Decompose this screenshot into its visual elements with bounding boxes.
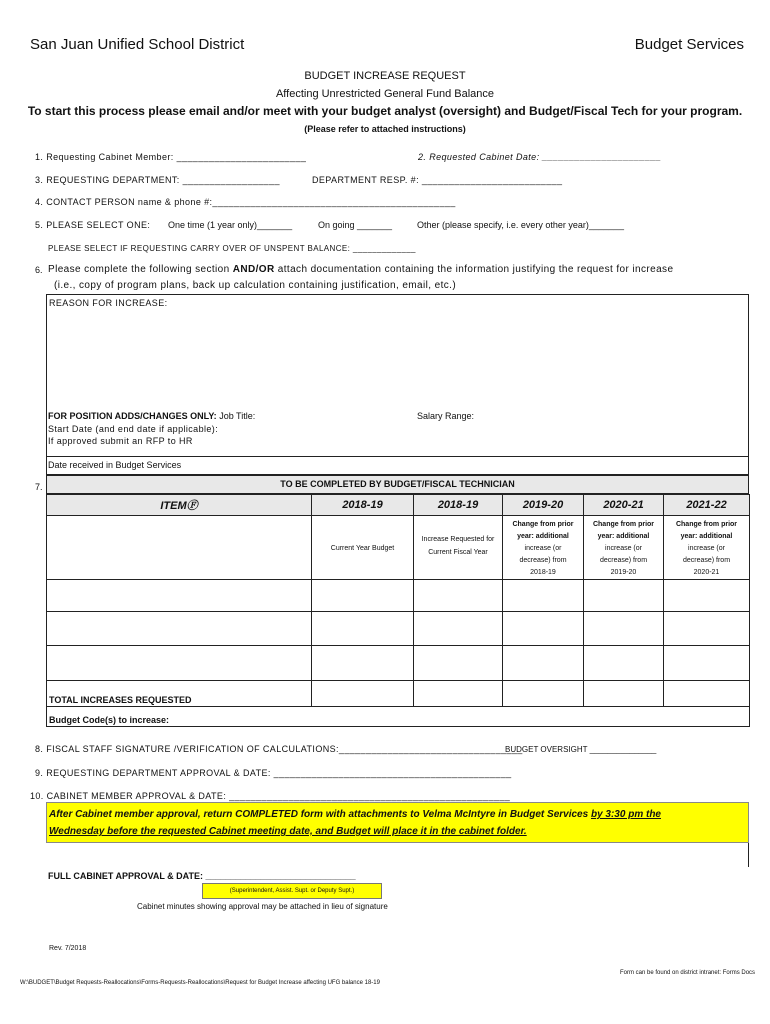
- sub-change-3: Change from prior year: additional increase (or decrease) from 2020-21: [664, 516, 750, 580]
- field-carryover[interactable]: PLEASE SELECT IF REQUESTING CARRY OVER OF UNSPENT BALANCE: _____________: [48, 244, 416, 253]
- budget-table: [46, 494, 750, 727]
- total-row: TOTAL INCREASES REQUESTED: [47, 681, 312, 707]
- field-contact[interactable]: 4. CONTACT PERSON name & phone #:_____________________________________________: [35, 197, 456, 207]
- table-row[interactable]: [47, 580, 312, 612]
- field-cabinet-approval[interactable]: 10. CABINET MEMBER APPROVAL & DATE: ____________________________________________________: [30, 791, 511, 801]
- section6-examples: (i.e., copy of program plans, back up calculation containing justification, email, etc.): [54, 280, 457, 291]
- section6-instruction: Please complete the following section AND/OR attach documentation containing the information justifying the request for increase: [48, 264, 674, 275]
- sub-increase-requested: Increase Requested for Current Fiscal Year: [414, 516, 503, 580]
- position-changes-label: FOR POSITION ADDS/CHANGES ONLY: Job Title:: [48, 411, 256, 421]
- section6-number: 6.: [35, 265, 43, 275]
- revision-date: Rev. 7/2018: [49, 945, 87, 952]
- approver-note: (Superintendent, Assist. Supt. or Deputy Supt.): [202, 883, 382, 899]
- field-fiscal-signature[interactable]: 8. FISCAL STAFF SIGNATURE /VERIFICATION OF CALCULATIONS:__________________________________: [35, 744, 523, 754]
- col-year-1: 2018-19: [312, 495, 414, 516]
- field-select-label: 5. PLEASE SELECT ONE:: [35, 220, 151, 230]
- col-year-5: 2021-22: [664, 495, 750, 516]
- cabinet-minutes-note: Cabinet minutes showing approval may be attached in lieu of signature: [137, 902, 388, 911]
- intranet-note: Form can be found on district intranet: Forms Docs: [620, 970, 756, 976]
- table-row[interactable]: [47, 612, 312, 646]
- field-dept-resp[interactable]: DEPARTMENT RESP. #: __________________________: [312, 175, 563, 185]
- field-full-cabinet-approval[interactable]: FULL CABINET APPROVAL & DATE: ______________________________: [48, 871, 356, 881]
- field-cabinet-date[interactable]: 2. Requested Cabinet Date: ______________________: [418, 152, 662, 162]
- district-name: San Juan Unified School District: [30, 36, 245, 53]
- field-cabinet-member[interactable]: 1. Requesting Cabinet Member: ________________________: [35, 152, 307, 162]
- option-other[interactable]: Other (please specify, i.e. every other year)_______: [417, 220, 624, 230]
- start-date-label: Start Date (and end date if applicable):: [48, 424, 219, 434]
- table-row[interactable]: [47, 516, 312, 580]
- reason-label: REASON FOR INCREASE:: [49, 298, 168, 308]
- sub-current-budget: Current Year Budget: [312, 516, 414, 580]
- field-dept-approval[interactable]: 9. REQUESTING DEPARTMENT APPROVAL & DATE: ____________________________________________: [35, 768, 512, 778]
- sub-change-1: Change from prior year: additional increase (or decrease) from 2018-19: [503, 516, 584, 580]
- budget-codes-row[interactable]: Budget Code(s) to increase:: [47, 707, 750, 727]
- option-ongoing[interactable]: On going _______: [318, 220, 393, 230]
- department-name: Budget Services: [634, 36, 744, 53]
- table-row[interactable]: [47, 646, 312, 681]
- field-department[interactable]: 3. REQUESTING DEPARTMENT: __________________: [35, 175, 280, 185]
- form-title: BUDGET INCREASE REQUEST: [304, 70, 466, 82]
- fiscal-tech-banner: TO BE COMPLETED BY BUDGET/FISCAL TECHNICIAN: [46, 475, 749, 494]
- form-subtitle: Affecting Unrestricted General Fund Balance: [275, 88, 495, 100]
- sub-change-2: Change from prior year: additional increase (or decrease) from 2019-20: [584, 516, 664, 580]
- reason-box[interactable]: [46, 294, 749, 475]
- rfp-note: If approved submit an RFP to HR: [48, 436, 193, 446]
- option-one-time[interactable]: One time (1 year only)_______: [168, 220, 293, 230]
- col-year-4: 2020-21: [584, 495, 664, 516]
- submission-notice: After Cabinet member approval, return COMPLETED form with attachments to Velma McIntyre in Budget Services by 3:30 pm the Wednesday before the requested Cabinet meeting date, and Budget will place it in the cabinet folder.: [46, 802, 749, 843]
- col-item: ITEMⒻ: [47, 495, 312, 516]
- col-year-3: 2019-20: [503, 495, 584, 516]
- form-instruction: To start this process please email and/or meet with your budget analyst (oversight) and Budget/Fiscal Tech for your program.: [27, 104, 743, 118]
- date-received-label: Date received in Budget Services: [48, 460, 182, 470]
- instructions-note: (Please refer to attached instructions): [304, 124, 466, 134]
- file-path: W:\BUDGET\Budget Requests-Reallocations\Forms-Requests-Reallocations\Request for Budget Increase affecting UFG balance 18-19: [20, 980, 380, 986]
- col-year-2: 2018-19: [414, 495, 503, 516]
- salary-range-label: Salary Range:: [417, 411, 475, 421]
- section7-number: 7.: [35, 482, 43, 492]
- field-budget-oversight[interactable]: BUDGET OVERSIGHT _______________: [505, 745, 657, 754]
